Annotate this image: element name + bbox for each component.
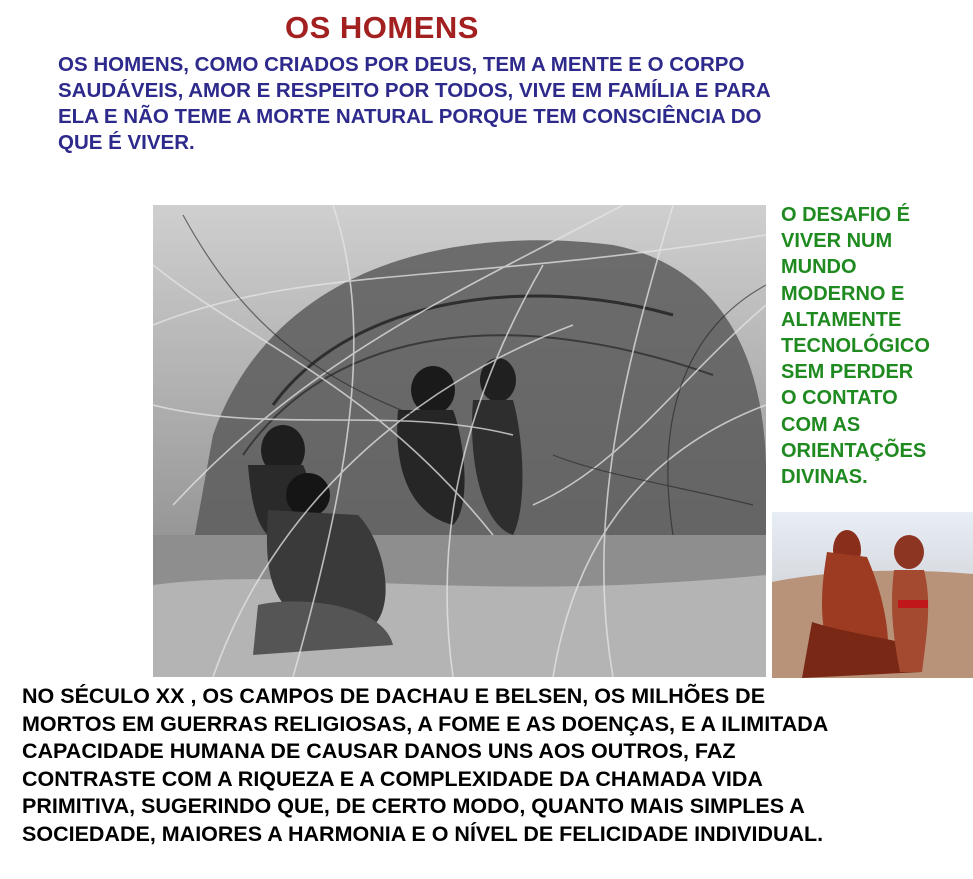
side-note-line: MODERNO E <box>781 282 905 305</box>
mother-child-photo <box>772 512 973 678</box>
intro-line: SAUDÁVEIS, AMOR E RESPEITO POR TODOS, VIVE EM FAMÍLIA E PARA <box>58 79 771 102</box>
side-note-line: TECNOLÓGICO <box>781 335 930 358</box>
side-note-line: VIVER NUM <box>781 230 893 253</box>
bottom-paragraph <box>22 683 967 848</box>
intro-line: QUE É VIVER. <box>58 131 195 154</box>
intro-paragraph <box>58 52 938 156</box>
side-note-line: DIVINAS. <box>781 466 868 489</box>
bottom-line: CONTRASTE COM A RIQUEZA E A COMPLEXIDADE DA CHAMADA VIDA <box>22 766 763 791</box>
bushmen-hut-photo <box>153 205 766 677</box>
bottom-line: NO SÉCULO XX , OS CAMPOS DE DACHAU E BELSEN, OS MILHÕES DE <box>22 684 766 708</box>
side-note <box>781 202 971 490</box>
side-note-line: COM AS <box>781 413 861 436</box>
side-note-line: SEM PERDER <box>781 361 914 384</box>
bottom-line: PRIMITIVA, SUGERINDO QUE, DE CERTO MODO, QUANTO MAIS SIMPLES A <box>22 794 805 818</box>
side-note-line: O CONTATO <box>781 387 898 410</box>
side-note-line: MUNDO <box>781 256 857 279</box>
bottom-line: MORTOS EM GUERRAS RELIGIOSAS, A FOME E AS DOENÇAS, E A ILIMITADA <box>22 711 829 736</box>
intro-line: OS HOMENS, COMO CRIADOS POR DEUS, TEM A MENTE E O CORPO <box>58 53 745 76</box>
side-note-line: O DESAFIO É <box>781 204 910 226</box>
side-note-line: ALTAMENTE <box>781 308 902 331</box>
bottom-line: SOCIEDADE, MAIORES A HARMONIA E O NÍVEL DE FELICIDADE INDIVIDUAL. <box>22 821 824 846</box>
intro-line: ELA E NÃO TEME A MORTE NATURAL PORQUE TEM CONSCIÊNCIA DO <box>58 105 762 128</box>
page-title: OS HOMENS <box>285 10 479 45</box>
bottom-line: CAPACIDADE HUMANA DE CAUSAR DANOS UNS AOS OUTROS, FAZ <box>22 739 736 763</box>
side-note-line: ORIENTAÇÕES <box>781 439 927 462</box>
